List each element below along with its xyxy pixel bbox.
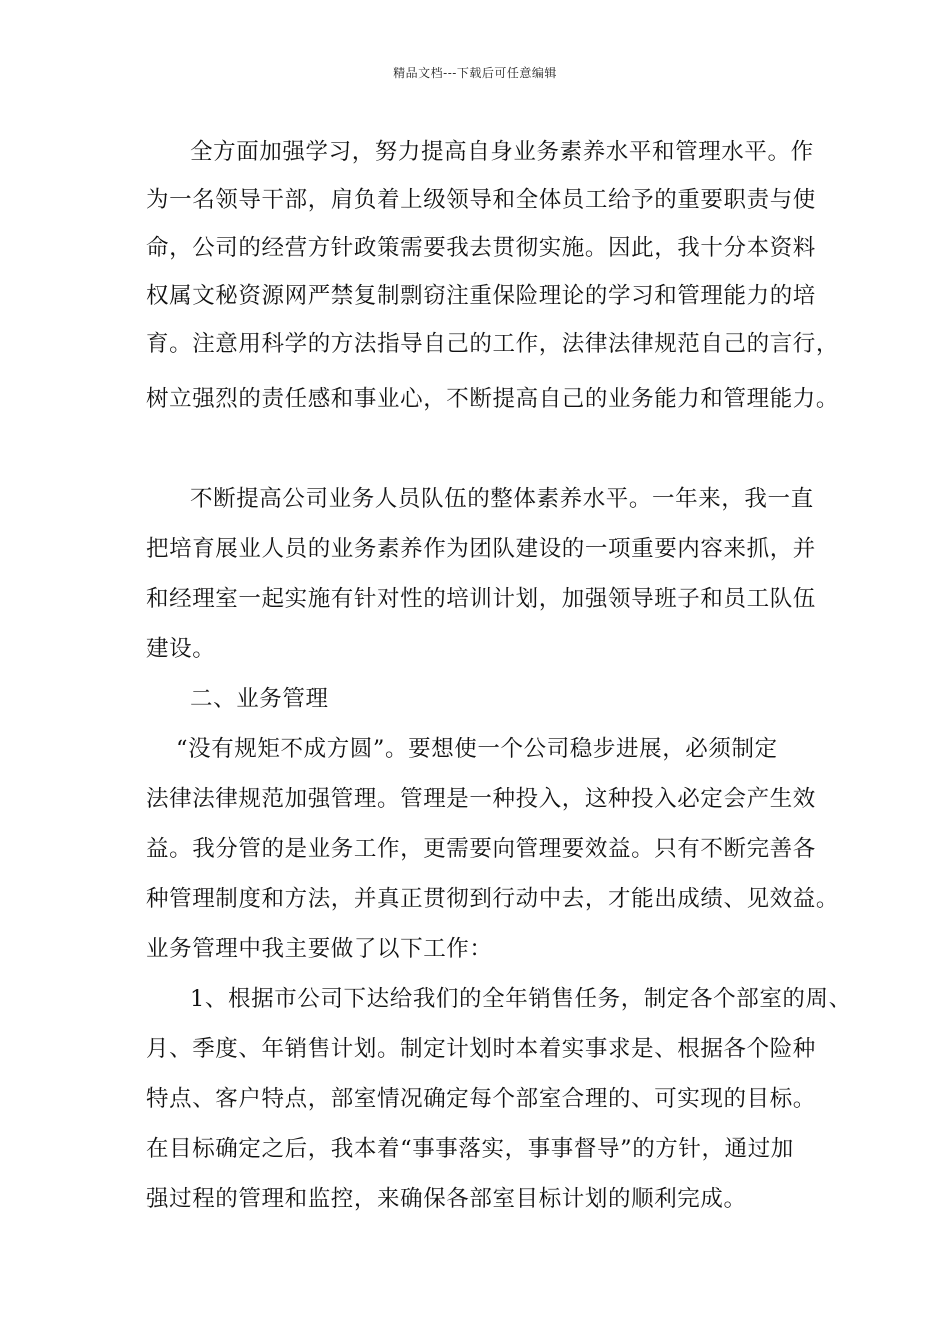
paragraph-line: 不断提高公司业务人员队伍的整体素养水平。一年来，我一直 (190, 486, 814, 512)
list-item-line: 特点、客户特点，部室情况确定每个部室合理的、可实现的目标。 (146, 1086, 816, 1112)
paragraph-line: 建设。 (146, 636, 216, 662)
paragraph-line: 种管理制度和方法，并真正贯彻到行动中去，才能出成绩、见效益。 (146, 886, 840, 912)
paragraph-line: 法律法律规范加强管理。管理是一种投入，这种投入必定会产生效 (146, 786, 816, 812)
paragraph-line: “没有规矩不成方圆”。要想使一个公司稳步进展，必须制定 (176, 736, 778, 762)
paragraph-line: 育。注意用科学的方法指导自己的工作，法律法律规范自己的言行， (146, 331, 840, 357)
paragraph-line: 和经理室一起实施有针对性的培训计划，加强领导班子和员工队伍 (146, 586, 816, 612)
paragraph-line: 命，公司的经营方针政策需要我去贯彻实施。因此，我十分本资料 (146, 235, 816, 261)
paragraph-line: 全方面加强学习，努力提高自身业务素养水平和管理水平。作 (190, 139, 814, 165)
section-heading: 二、业务管理 (190, 686, 329, 712)
list-item-line: 月、季度、年销售计划。制定计划时本着实事求是、根据各个险种 (146, 1036, 816, 1062)
list-item-line: 在目标确定之后，我本着“事事落实，事事督导”的方针，通过加 (146, 1136, 794, 1162)
paragraph-line: 树立强烈的责任感和事业心，不断提高自己的业务能力和管理能力。 (146, 386, 840, 412)
page-header: 精品文档---下载后可任意编辑 (393, 66, 557, 80)
list-item-line: 强过程的管理和监控，来确保各部室目标计划的顺利完成。 (146, 1186, 747, 1212)
paragraph-line: 把培育展业人员的业务素养作为团队建设的一项重要内容来抓，并 (146, 536, 816, 562)
paragraph-line: 业务管理中我主要做了以下工作： (146, 936, 493, 962)
paragraph-line: 权属文秘资源网严禁复制剽窃注重保险理论的学习和管理能力的培 (146, 283, 816, 309)
list-item-line: 1、根据市公司下达给我们的全年销售任务，制定各个部室的周、 (190, 986, 852, 1012)
paragraph-line: 益。我分管的是业务工作，更需要向管理要效益。只有不断完善各 (146, 836, 816, 862)
paragraph-line: 为一名领导干部，肩负着上级领导和全体员工给予的重要职责与使 (146, 187, 816, 213)
